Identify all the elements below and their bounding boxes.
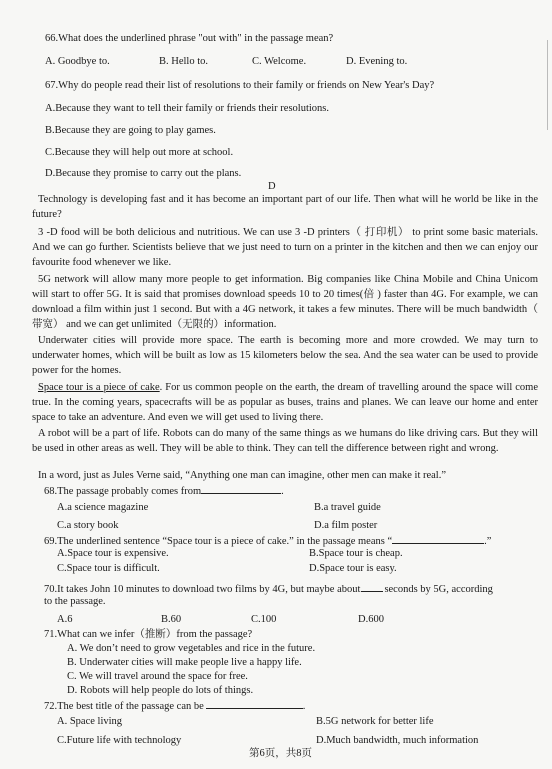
q67-option-a: A.Because they want to tell their family or friends their resolutions. (45, 103, 330, 114)
q72-option-a: A. Space living (57, 716, 123, 727)
q69-option-d: D.Space tour is easy. (309, 563, 397, 574)
q69-option-b: B.Space tour is cheap. (309, 548, 403, 559)
q68-answer-blank (201, 484, 281, 494)
passage-paragraph-3: 5G network will allow many more people to get information. Big companies like China Mobile and China Unicom will start to offer 5G. It is said that promises download speeds 10 to 20 times(倍 ) faster than 4G. For example, we can download a film within just 1 second. But with a 4G network, it takes a few minutes. There will be much bandwidth（ 带宽） and we can get unlimited（无限的）information. (32, 274, 538, 330)
q67-option-b: B.Because they are going to play games. (45, 125, 216, 136)
q70-option-c: C.100 (251, 614, 277, 625)
passage-paragraph-5-rest: . For us common people on the earth, the dream of travelling around the space will come true. In the coming years, spacecrafts will be as popular as buses, trains and planes. We can leave our home and enter space to take an adventure. And even we will get used to living there. (32, 382, 539, 423)
q70-stem-part-1: 70.It takes John 10 minutes to download two films by 4G, but maybe about (44, 584, 361, 595)
q72-stem (44, 699, 305, 713)
q72-option-d: D.Much bandwidth, much information (316, 735, 479, 746)
q72-answer-blank (206, 699, 303, 709)
section-letter: D (268, 181, 276, 192)
page-edge-mark (547, 40, 548, 130)
q69-stem-text: 69.The underlined sentence “Space tour is a piece of cake.” in the passage means “ (44, 536, 393, 547)
passage-paragraph-5 (32, 380, 538, 425)
q67-option-c: C.Because they will help out more at school. (45, 147, 234, 158)
q68-stem (44, 484, 284, 498)
q70-answer-blank (361, 582, 383, 592)
q70-stem-line-1 (44, 582, 493, 596)
q66-stem: 66.What does the underlined phrase "out with" in the passage mean? (45, 33, 334, 44)
q69-stem-end: .” (484, 536, 492, 547)
q70-option-b: B.60 (161, 614, 182, 625)
q66-option-b: B. Hello to. (159, 56, 208, 67)
q71-option-b: B. Underwater cities will make people live a happy life. (67, 657, 302, 668)
page-footer: 第6页，共8页 (249, 748, 312, 759)
q70-option-d: D.600 (358, 614, 384, 625)
passage-paragraph-1: Technology is developing fast and it has become an important part of our life. Then what will he world be like in the future? (32, 194, 538, 220)
q70-stem-part-2: seconds by 5G, according (384, 584, 493, 595)
q67-stem: 67.Why do people read their list of resolutions to their family or friends on New Year's Day? (45, 80, 435, 91)
q66-option-d: D. Evening to. (346, 56, 408, 67)
q71-option-d: D. Robots will help people do lots of things. (67, 685, 254, 696)
q68-stem-end: . (281, 486, 284, 497)
q70-stem-line-2: to the passage. (44, 596, 106, 607)
q66-option-a: A. Goodbye to. (45, 56, 110, 67)
q68-stem-text: 68.The passage probably comes from (44, 486, 202, 497)
passage-paragraph-2: 3 -D food will be both delicious and nutritious. We can use 3 -D printers（ 打印机） to print some basic materials. And we can go further. Scientists believe that we just need to turn on a printer in the kitchen and then we can enjoy our favourite food whenever we like. (32, 227, 538, 268)
q68-option-a: A.a science magazine (57, 502, 149, 513)
q70-option-a: A.6 (57, 614, 73, 625)
q68-option-b: B.a travel guide (314, 502, 381, 513)
q66-option-c: C. Welcome. (252, 56, 307, 67)
q68-option-c: C.a story book (57, 520, 119, 531)
underlined-sentence: Space tour is a piece of cake (38, 382, 160, 393)
q71-stem: 71.What can we infer（推断）from the passage? (44, 629, 253, 640)
q71-option-a: A. We don’t need to grow vegetables and rice in the future. (67, 643, 316, 654)
q69-option-c: C.Space tour is difficult. (57, 563, 160, 574)
q72-option-c: C.Future life with technology (57, 735, 182, 746)
q69-stem (44, 534, 491, 548)
q68-option-d: D.a film poster (314, 520, 378, 531)
q72-stem-end: . (302, 701, 306, 712)
q71-option-c: C. We will travel around the space for free. (67, 671, 248, 682)
q69-option-a: A.Space tour is expensive. (57, 548, 169, 559)
q72-option-b: B.5G network for better life (316, 716, 434, 727)
q67-option-d: D.Because they promise to carry out the plans. (45, 168, 242, 179)
passage-paragraph-4: Underwater cities will provide more space. The earth is becoming more and more crowded. We may turn to underwater homes, which will be built as low as 15 kilometers below the sea. And the sea water can be used to provide power for the homes. (32, 335, 538, 376)
passage-paragraph-7: In a word, just as Jules Verne said, “Anything one man can imagine, other men can make it real.” (38, 470, 447, 481)
q72-stem-text: 72.The best title of the passage can be (44, 701, 204, 712)
q69-answer-blank (392, 534, 484, 544)
passage-paragraph-6: A robot will be a part of life. Robots can do many of the same things as we humans do like driving cars. But they will be used in other areas as well. They will be able to think. They can tell the difference between right and wrong. (32, 428, 538, 454)
